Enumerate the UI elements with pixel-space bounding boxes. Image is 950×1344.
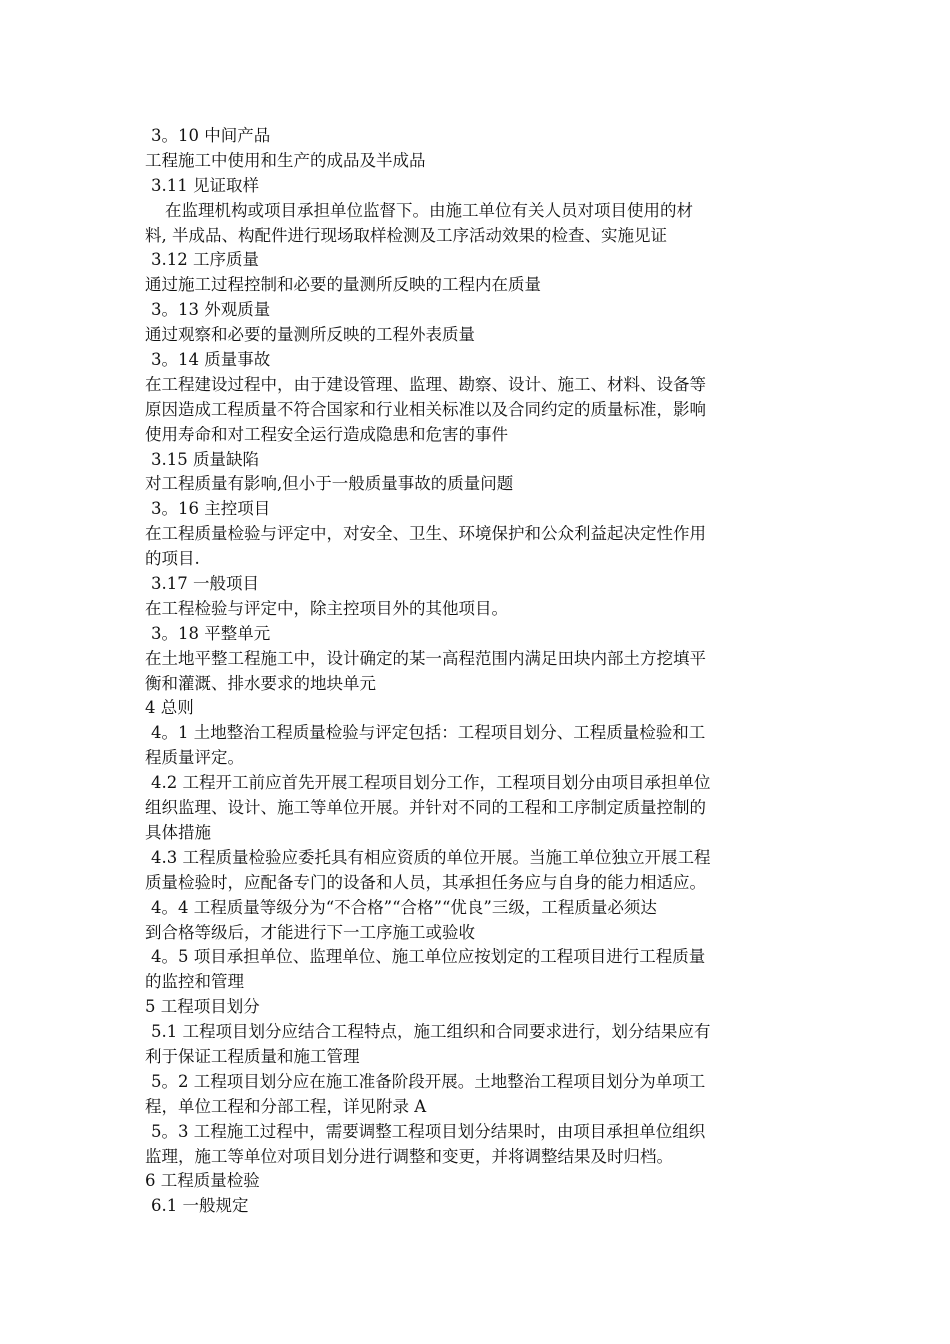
text-line: 3。18 平整单元 bbox=[151, 623, 271, 643]
text-line: 3。10 中间产品 bbox=[151, 126, 271, 145]
text-line: 5.1 工程项目划分应结合工程特点，施工组织和合同要求进行，划分结果应有 bbox=[151, 1022, 711, 1042]
text-line: 组织监理、设计、施工等单位开展。并针对不同的工程和工序制定质量控制的 bbox=[145, 798, 706, 818]
text-line: 6.1 一般规定 bbox=[151, 1196, 249, 1216]
text-line: 程质量评定。 bbox=[145, 748, 244, 768]
text-line: 3。13 外观质量 bbox=[151, 300, 271, 320]
text-line: 4.3 工程质量检验应委托具有相应资质的单位开展。当施工单位独立开展工程 bbox=[151, 847, 711, 867]
text-line: 到合格等级后，才能进行下一工序施工或验收 bbox=[145, 922, 475, 942]
text-line: 3.12 工序质量 bbox=[151, 250, 259, 270]
text-line: 具体措施 bbox=[145, 822, 211, 842]
text-line: 程，单位工程和分部工程，详见附录 A bbox=[145, 1096, 427, 1116]
text-line: 利于保证工程质量和施工管理 bbox=[145, 1046, 360, 1066]
text-line: 通过施工过程控制和必要的量测所反映的工程内在质量 bbox=[145, 275, 541, 295]
text-line: 工程施工中使用和生产的成品及半成品 bbox=[145, 150, 426, 170]
text-line: 4。5 项目承担单位、监理单位、施工单位应按划定的工程项目进行工程质量 bbox=[151, 947, 706, 967]
text-line: 3.11 见证取样 bbox=[151, 175, 259, 195]
text-line: 6 工程质量检验 bbox=[145, 1171, 260, 1191]
document-page bbox=[145, 124, 810, 1219]
text-line: 在土地平整工程施工中，设计确定的某一高程范围内满足田块内部土方挖填平 bbox=[145, 648, 706, 668]
text-line: 5。2 工程项目划分应在施工准备阶段开展。土地整治工程项目划分为单项工 bbox=[151, 1071, 706, 1091]
text-line: 的项目. bbox=[145, 549, 200, 569]
text-line: 通过观察和必要的量测所反映的工程外表质量 bbox=[145, 325, 475, 345]
text-line: 4。1 土地整治工程质量检验与评定包括：工程项目划分、工程质量检验和工 bbox=[151, 723, 706, 743]
text-line: 原因造成工程质量不符合国家和行业相关标准以及合同约定的质量标准，影响 bbox=[145, 399, 706, 419]
text-line: 3.17 一般项目 bbox=[151, 574, 259, 594]
text-line: 3。16 主控项目 bbox=[151, 499, 271, 519]
text-line: 4.2 工程开工前应首先开展工程项目划分工作，工程项目划分由项目承担单位 bbox=[151, 773, 711, 793]
text-line: 4 总则 bbox=[145, 698, 194, 718]
text-line: 3.15 质量缺陷 bbox=[151, 449, 259, 469]
text-line: 质量检验时，应配备专门的设备和人员，其承担任务应与自身的能力相适应。 bbox=[145, 872, 706, 892]
text-line: 使用寿命和对工程安全运行造成隐患和危害的事件 bbox=[145, 424, 508, 444]
text-line: 4。4 工程质量等级分为“不合格”“合格”“优良”三级，工程质量必须达 bbox=[151, 897, 657, 917]
document-body bbox=[145, 124, 810, 1219]
text-line: 对工程质量有影响,但小于一般质量事故的质量问题 bbox=[145, 474, 514, 494]
text-line: 3。14 质量事故 bbox=[151, 350, 271, 370]
text-line: 衡和灌溉、排水要求的地块单元 bbox=[145, 673, 376, 693]
text-line: 在工程建设过程中，由于建设管理、监理、勘察、设计、施工、材料、设备等 bbox=[145, 374, 706, 394]
text-line: 5 工程项目划分 bbox=[145, 997, 260, 1017]
text-line: 监理，施工等单位对项目划分进行调整和变更，并将调整结果及时归档。 bbox=[145, 1146, 673, 1166]
text-line: 在工程质量检验与评定中，对安全、卫生、环境保护和公众利益起决定性作用 bbox=[145, 524, 706, 544]
text-line: 料, 半成品、构配件进行现场取样检测及工序活动效果的检查、实施见证 bbox=[145, 225, 667, 245]
text-line: 在监理机构或项目承担单位监督下。由施工单位有关人员对项目使用的材 bbox=[165, 200, 693, 220]
text-line: 5。3 工程施工过程中，需要调整工程项目划分结果时，由项目承担单位组织 bbox=[151, 1121, 706, 1141]
text-line: 的监控和管理 bbox=[145, 972, 244, 992]
text-line: 在工程检验与评定中，除主控项目外的其他项目。 bbox=[145, 598, 508, 618]
